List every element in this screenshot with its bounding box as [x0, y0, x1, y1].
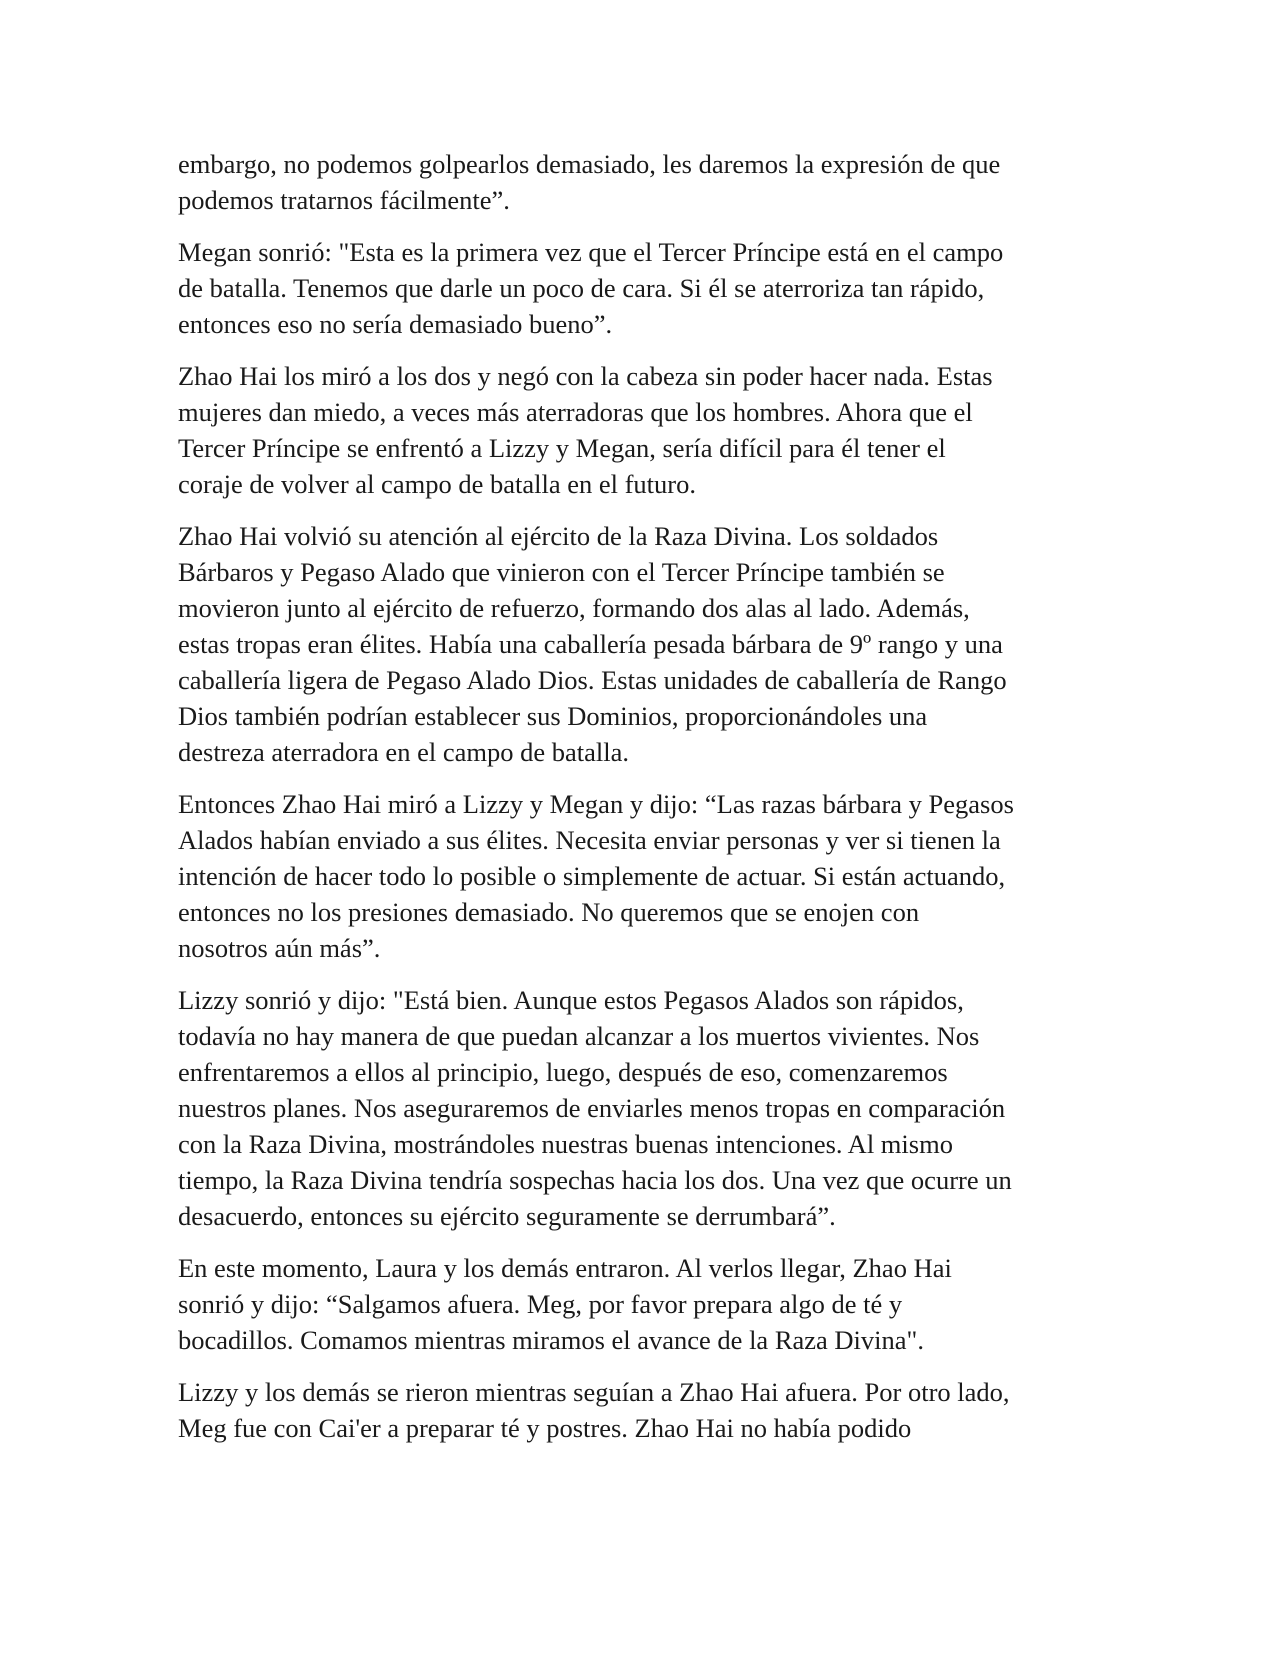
text-line: Dios también podrían establecer sus Dominios, proporcionándoles una [178, 701, 928, 731]
text-line: desacuerdo, entonces su ejército seguramente se derrumbará”. [178, 1201, 836, 1231]
text-line: Tercer Príncipe se enfrentó a Lizzy y Megan, sería difícil para él tener el [178, 433, 946, 463]
text-line: Lizzy sonrió y dijo: "Está bien. Aunque estos Pegasos Alados son rápidos, [178, 985, 964, 1015]
document-body [178, 146, 1108, 1462]
text-line: coraje de volver al campo de batalla en el futuro. [178, 469, 696, 499]
text-line: Entonces Zhao Hai miró a Lizzy y Megan y dijo: “Las razas bárbara y Pegasos [178, 789, 1014, 819]
text-line: caballería ligera de Pegaso Alado Dios. Estas unidades de caballería de Rango [178, 665, 1007, 695]
text-line: nuestros planes. Nos aseguraremos de enviarles menos tropas en comparación [178, 1093, 1006, 1123]
paragraph [178, 518, 1108, 770]
text-line: Zhao Hai volvió su atención al ejército de la Raza Divina. Los soldados [178, 521, 939, 551]
text-line: Zhao Hai los miró a los dos y negó con la cabeza sin poder hacer nada. Estas [178, 361, 993, 391]
text-line: intención de hacer todo lo posible o simplemente de actuar. Si están actuando, [178, 861, 1006, 891]
text-line: Lizzy y los demás se rieron mientras seguían a Zhao Hai afuera. Por otro lado, [178, 1377, 1010, 1407]
paragraph [178, 358, 1108, 502]
text-line: enfrentaremos a ellos al principio, luego, después de eso, comenzaremos [178, 1057, 948, 1087]
text-line: Bárbaros y Pegaso Alado que vinieron con el Tercer Príncipe también se [178, 557, 945, 587]
text-line: bocadillos. Comamos mientras miramos el avance de la Raza Divina". [178, 1325, 924, 1355]
text-line: sonrió y dijo: “Salgamos afuera. Meg, por favor prepara algo de té y [178, 1289, 903, 1319]
paragraph [178, 786, 1108, 966]
text-line: entonces no los presiones demasiado. No queremos que se enojen con [178, 897, 920, 927]
text-line: embargo, no podemos golpearlos demasiado, les daremos la expresión de que [178, 149, 1001, 179]
text-line: destreza aterradora en el campo de batalla. [178, 737, 629, 767]
text-line: tiempo, la Raza Divina tendría sospechas hacia los dos. Una vez que ocurre un [178, 1165, 1012, 1195]
text-line: todavía no hay manera de que puedan alcanzar a los muertos vivientes. Nos [178, 1021, 980, 1051]
paragraph [178, 234, 1108, 342]
paragraph [178, 146, 1108, 218]
text-line: movieron junto al ejército de refuerzo, formando dos alas al lado. Además, [178, 593, 970, 623]
text-line: Alados habían enviado a sus élites. Necesita enviar personas y ver si tienen la [178, 825, 1001, 855]
paragraph [178, 1250, 1108, 1358]
text-line: estas tropas eran élites. Había una caballería pesada bárbara de 9º rango y una [178, 629, 1003, 659]
text-line: nosotros aún más”. [178, 933, 381, 963]
text-line: entonces eso no sería demasiado bueno”. [178, 309, 613, 339]
text-line: Megan sonrió: "Esta es la primera vez que el Tercer Príncipe está en el campo [178, 237, 1004, 267]
text-line: podemos tratarnos fácilmente”. [178, 185, 510, 215]
paragraph [178, 982, 1108, 1234]
text-line: con la Raza Divina, mostrándoles nuestras buenas intenciones. Al mismo [178, 1129, 953, 1159]
text-line: Meg fue con Cai'er a preparar té y postres. Zhao Hai no había podido [178, 1413, 912, 1443]
text-line: En este momento, Laura y los demás entraron. Al verlos llegar, Zhao Hai [178, 1253, 952, 1283]
paragraph [178, 1374, 1108, 1446]
text-line: de batalla. Tenemos que darle un poco de cara. Si él se aterroriza tan rápido, [178, 273, 985, 303]
text-line: mujeres dan miedo, a veces más aterradoras que los hombres. Ahora que el [178, 397, 973, 427]
